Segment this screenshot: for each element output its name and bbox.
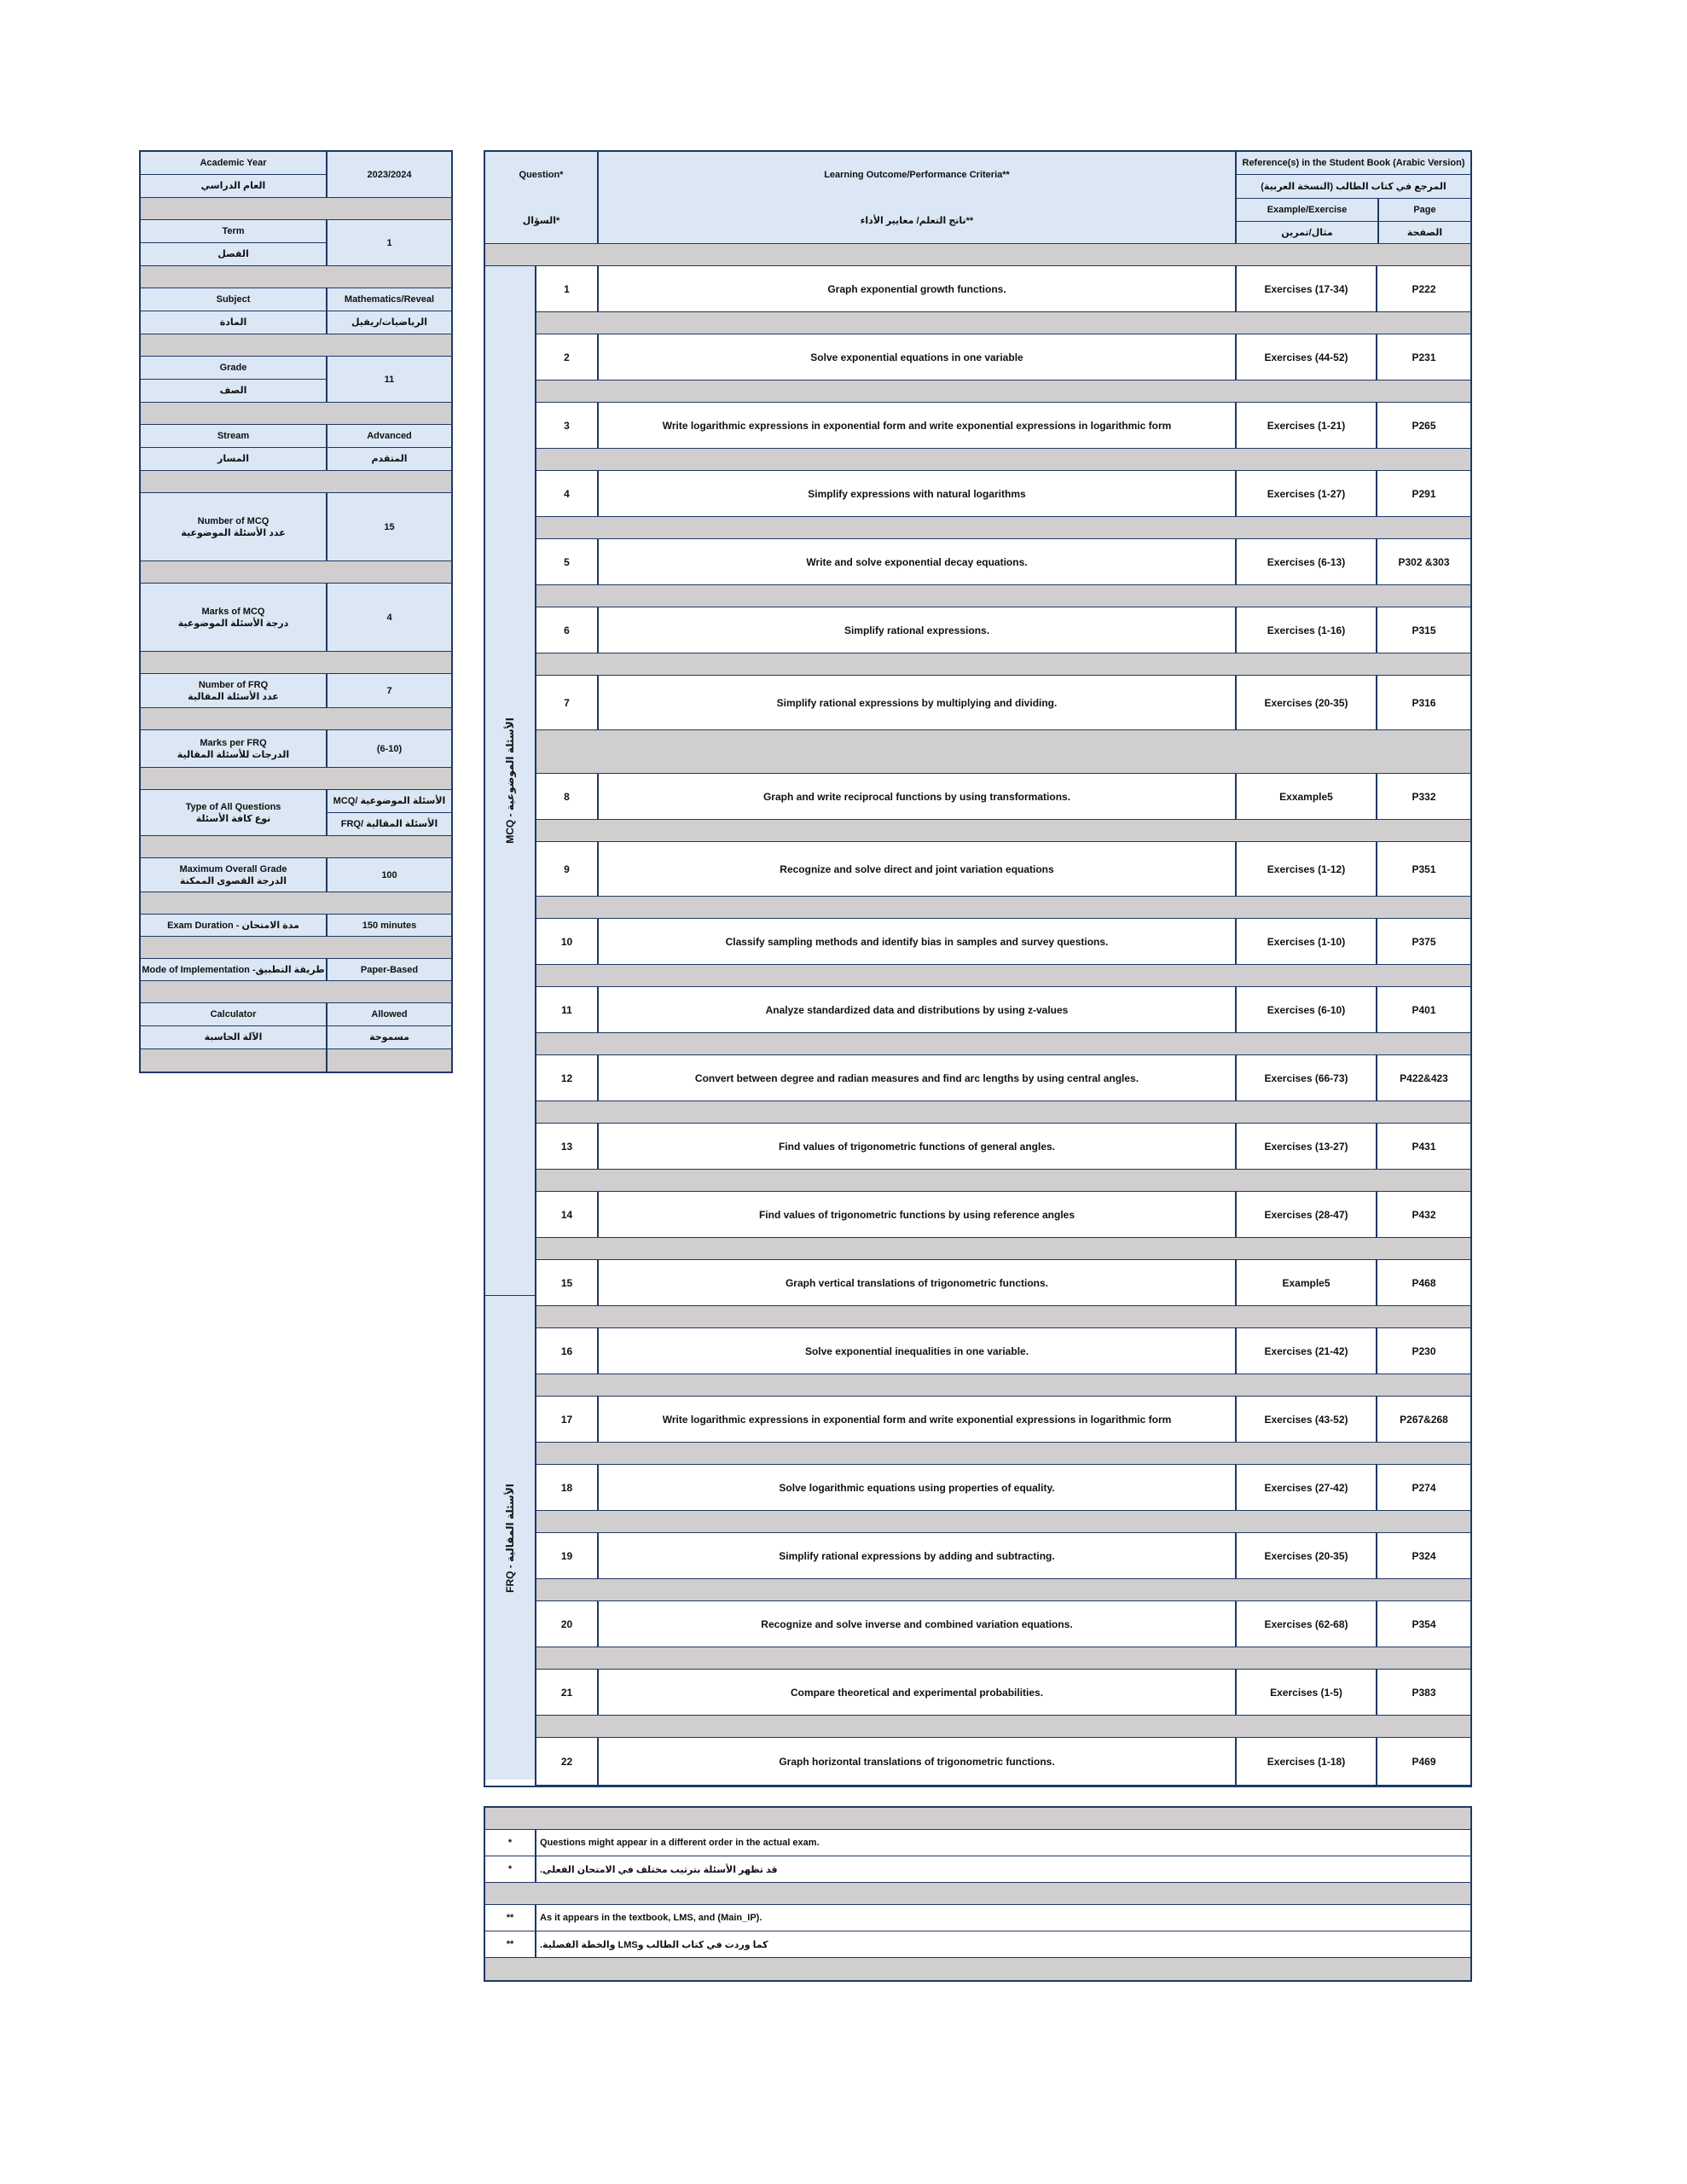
subject-value-ar: الرياضيات/ريفيل: [328, 311, 451, 334]
learning-outcome: Graph exponential growth functions.: [599, 266, 1237, 311]
frq-section: [485, 1295, 535, 1780]
spacer: [141, 403, 451, 425]
num-mcq-value: 15: [328, 493, 451, 561]
term-label-ar: الفصل: [141, 242, 326, 265]
table-row: [536, 1260, 1470, 1306]
question-number: 13: [536, 1124, 599, 1169]
question-type-row: [141, 790, 451, 836]
spacer: [141, 471, 451, 493]
example-exercise: Exercises (28-47): [1237, 1192, 1377, 1237]
spacer: [141, 981, 451, 1003]
marks-frq-label: Marks per FRQ: [200, 737, 267, 748]
learning-outcome: Find values of trigonometric functions by using reference angles: [599, 1192, 1237, 1237]
page-reference: P231: [1412, 351, 1436, 363]
note-text: Questions might appear in a different order in the actual exam.: [540, 1838, 820, 1848]
notes-spacer: [485, 1808, 1470, 1830]
page-reference: P422&423: [1400, 1072, 1448, 1084]
question-number: 2: [536, 334, 599, 380]
learning-outcome: Simplify rational expressions by adding and subtracting.: [599, 1533, 1237, 1578]
max-grade-label: Maximum Overall Grade: [179, 863, 287, 874]
stream-value-ar: المتقدم: [328, 447, 451, 470]
question-number: 6: [536, 607, 599, 653]
question-number: 3: [536, 403, 599, 448]
page-reference: P354: [1412, 1618, 1436, 1630]
row-spacer: [536, 449, 1470, 471]
max-grade-value: 100: [328, 858, 451, 892]
example-exercise: Exercises (20-35): [1237, 676, 1377, 729]
spacer: [141, 1049, 451, 1072]
note-text-ar: كما وردت في كتاب الطالب وLMS والخطة الفصلية.: [540, 1939, 768, 1950]
subject-label-ar: المادة: [141, 311, 326, 334]
page-reference: P332: [1412, 790, 1436, 803]
table-row: [536, 1192, 1470, 1238]
question-number: 14: [536, 1192, 599, 1237]
page-reference: P315: [1412, 624, 1436, 636]
table-row: [536, 1055, 1470, 1101]
stream-row: [141, 425, 451, 471]
spacer: [141, 836, 451, 858]
spacer: [141, 937, 451, 959]
example-exercise: Exercises (21-42): [1237, 1328, 1377, 1374]
max-grade-row: [141, 858, 451, 892]
row-spacer: [536, 1579, 1470, 1601]
page-reference: P401: [1412, 1003, 1436, 1016]
question-header: Question*: [519, 169, 564, 180]
question-rows: [536, 266, 1470, 1786]
row-spacer: [536, 897, 1470, 919]
example-header: Example/Exercise: [1267, 204, 1348, 215]
row-spacer: [536, 1716, 1470, 1738]
max-grade-label-ar: الدرجة القصوى الممكنة: [179, 875, 287, 886]
page-reference: P265: [1412, 419, 1436, 432]
row-spacer: [536, 965, 1470, 987]
reference-header-ar: المرجع في كتاب الطالب (النسخة العربية): [1237, 174, 1470, 198]
row-spacer: [536, 820, 1470, 842]
stream-label-ar: المسار: [141, 447, 326, 470]
table-row: [536, 919, 1470, 965]
questions-table: [484, 150, 1472, 1787]
reference-header: Reference(s) in the Student Book (Arabic Version): [1242, 158, 1465, 168]
question-number: 1: [536, 266, 599, 311]
row-spacer: [536, 1170, 1470, 1192]
spacer: [141, 334, 451, 357]
marks-mcq-label-ar: درجة الأسئلة الموضوعية: [177, 618, 289, 629]
calculator-row: [141, 1003, 451, 1049]
grade-value: 11: [328, 357, 451, 402]
learning-outcome: Find values of trigonometric functions of general angles.: [599, 1124, 1237, 1169]
row-spacer: [536, 1374, 1470, 1397]
question-number: 17: [536, 1397, 599, 1442]
example-exercise: Exercises (1-12): [1237, 842, 1377, 896]
subject-label: Subject: [216, 293, 251, 305]
example-exercise: Exercises (27-42): [1237, 1465, 1377, 1510]
learning-outcome: Solve exponential inequalities in one variable.: [599, 1328, 1237, 1374]
grade-label: Grade: [219, 362, 247, 373]
learning-outcome: Simplify expressions with natural logarithms: [599, 471, 1237, 516]
duration-label: Exam Duration - مدة الامتحان: [141, 915, 328, 936]
page-reference: P375: [1412, 935, 1436, 948]
frq-section-label: FRQ - الأسئلة المقالية: [504, 1483, 516, 1593]
row-spacer: [536, 1101, 1470, 1124]
example-exercise: Exercises (1-10): [1237, 919, 1377, 964]
page-reference: P274: [1412, 1481, 1436, 1494]
table-row: [536, 1124, 1470, 1170]
table-row: [536, 334, 1470, 380]
grade-row: [141, 357, 451, 403]
table-row: [536, 987, 1470, 1033]
mode-row: [141, 959, 451, 981]
example-exercise: Exercises (6-13): [1237, 539, 1377, 584]
table-row: [536, 266, 1470, 312]
table-row: [536, 1738, 1470, 1786]
learning-outcome: Classify sampling methods and identify bias in samples and survey questions.: [599, 919, 1237, 964]
spacer: [141, 652, 451, 674]
learning-outcome: Graph horizontal translations of trigonometric functions.: [599, 1738, 1237, 1785]
notes-spacer: [485, 1883, 1470, 1905]
page-reference: P222: [1412, 282, 1436, 295]
num-frq-label: Number of FRQ: [198, 679, 269, 690]
learning-outcome: Recognize and solve direct and joint variation equations: [599, 842, 1237, 896]
row-spacer: [536, 1647, 1470, 1670]
learning-outcome: Graph vertical translations of trigonometric functions.: [599, 1260, 1237, 1305]
num-mcq-label: Number of MCQ: [197, 515, 270, 526]
question-number: 10: [536, 919, 599, 964]
spacer: [141, 768, 451, 790]
table-row: [536, 1601, 1470, 1647]
notes-spacer: [485, 1958, 1470, 1980]
example-exercise: Exercises (20-35): [1237, 1533, 1377, 1578]
learning-outcome: Convert between degree and radian measures and find arc lengths by using central angles.: [599, 1055, 1237, 1101]
example-exercise: Exercises (1-5): [1237, 1670, 1377, 1715]
note-mark: *: [485, 1856, 536, 1882]
header-spacer: [485, 244, 1470, 266]
question-number: 18: [536, 1465, 599, 1510]
duration-value: 150 minutes: [328, 915, 451, 936]
example-exercise: Exxample5: [1237, 774, 1377, 819]
page-header-ar: الصفحة: [1379, 221, 1470, 244]
note-row: [485, 1931, 1470, 1958]
question-number: 5: [536, 539, 599, 584]
academic-year-label-ar: العام الدراسي: [141, 174, 326, 197]
num-frq-label-ar: عدد الأسئلة المقالية: [188, 691, 279, 702]
note-row: [485, 1905, 1470, 1931]
example-exercise: Exercises (1-27): [1237, 471, 1377, 516]
example-exercise: Exercises (6-10): [1237, 987, 1377, 1032]
page-reference: P324: [1412, 1549, 1436, 1562]
term-value: 1: [328, 220, 451, 265]
row-spacer: [536, 1238, 1470, 1260]
learning-outcome: Write logarithmic expressions in exponential form and write exponential expressions in logarithmic form: [599, 403, 1237, 448]
row-spacer: [536, 1443, 1470, 1465]
page-reference: P230: [1412, 1345, 1436, 1357]
example-exercise: Exercises (44-52): [1237, 334, 1377, 380]
table-row: [536, 607, 1470, 653]
mcq-section: [485, 266, 535, 1295]
page-reference: P383: [1412, 1686, 1436, 1699]
table-row: [536, 1533, 1470, 1579]
question-number: 21: [536, 1670, 599, 1715]
marks-frq-label-ar: الدرجات للأسئلة المقالية: [177, 749, 290, 760]
page-reference: P291: [1412, 487, 1436, 500]
stream-value: Advanced: [367, 430, 412, 441]
marks-mcq-label: Marks of MCQ: [201, 606, 265, 617]
table-row: [536, 774, 1470, 820]
note-mark: *: [485, 1830, 536, 1856]
page-reference: P431: [1412, 1140, 1436, 1153]
question-type-frq: FRQ/ الأسئلة المقالية: [328, 812, 451, 835]
question-type-label: Type of All Questions: [185, 801, 281, 812]
note-text: As it appears in the textbook, LMS, and (Main_IP).: [540, 1913, 762, 1923]
row-spacer: [536, 1306, 1470, 1328]
page-reference: P316: [1412, 696, 1436, 709]
note-mark: **: [485, 1931, 536, 1957]
duration-row: [141, 915, 451, 937]
learning-outcome: Simplify rational expressions.: [599, 607, 1237, 653]
table-header: [485, 152, 1470, 244]
page-reference: P469: [1412, 1755, 1436, 1768]
marks-frq-value: (6-10): [328, 730, 451, 767]
calculator-label-ar: الآلة الحاسبة: [141, 1025, 326, 1048]
page-header: Page: [1413, 204, 1436, 215]
question-number: 11: [536, 987, 599, 1032]
learning-outcome: Recognize and solve inverse and combined variation equations.: [599, 1601, 1237, 1647]
learning-outcome: Analyze standardized data and distributions by using z-values: [599, 987, 1237, 1032]
example-exercise: Exercises (1-18): [1237, 1738, 1377, 1785]
page-reference: P468: [1412, 1276, 1436, 1289]
subject-value: Mathematics/Reveal: [344, 293, 435, 305]
table-row: [536, 471, 1470, 517]
note-mark: **: [485, 1905, 536, 1931]
example-exercise: Exercises (62-68): [1237, 1601, 1377, 1647]
row-spacer: [536, 730, 1470, 774]
table-row: [536, 676, 1470, 730]
calculator-label: Calculator: [210, 1008, 257, 1019]
marks-mcq-row: [141, 584, 451, 652]
term-label: Term: [222, 225, 245, 236]
learning-outcome: Compare theoretical and experimental probabilities.: [599, 1670, 1237, 1715]
notes-table: [484, 1806, 1472, 1982]
table-row: [536, 1328, 1470, 1374]
question-number: 7: [536, 676, 599, 729]
mode-value: Paper-Based: [328, 959, 451, 980]
learning-outcome-header: Learning Outcome/Performance Criteria**: [824, 169, 1010, 180]
table-row: [536, 1397, 1470, 1443]
table-row: [536, 403, 1470, 449]
mode-label: Mode of Implementation -طريقة التطبيق: [141, 959, 328, 980]
row-spacer: [536, 1511, 1470, 1533]
question-number: 16: [536, 1328, 599, 1374]
row-spacer: [536, 312, 1470, 334]
page-reference: P432: [1412, 1208, 1436, 1221]
mcq-section-label: MCQ - الأسئلة الموضوعية: [504, 717, 517, 844]
table-row: [536, 539, 1470, 585]
question-number: 12: [536, 1055, 599, 1101]
question-type-mcq: MCQ/ الأسئلة الموضوعية: [333, 795, 446, 806]
example-exercise: Exercises (1-16): [1237, 607, 1377, 653]
row-spacer: [536, 1033, 1470, 1055]
grade-label-ar: الصف: [141, 379, 326, 402]
academic-year-value: 2023/2024: [328, 152, 451, 197]
page-reference: P302 &303: [1398, 555, 1450, 568]
table-row: [536, 1465, 1470, 1511]
exam-info-table: [139, 150, 453, 1073]
example-exercise: Exercises (13-27): [1237, 1124, 1377, 1169]
note-row: [485, 1830, 1470, 1856]
example-exercise: Exercises (1-21): [1237, 403, 1377, 448]
marks-frq-row: [141, 730, 451, 768]
subject-row: [141, 288, 451, 334]
num-frq-row: [141, 674, 451, 708]
example-exercise: Exercises (17-34): [1237, 266, 1377, 311]
row-spacer: [536, 585, 1470, 607]
question-number: 20: [536, 1601, 599, 1647]
num-frq-value: 7: [328, 674, 451, 707]
example-exercise: Exercises (43-52): [1237, 1397, 1377, 1442]
spacer: [141, 892, 451, 915]
question-number: 4: [536, 471, 599, 516]
spacer: [141, 266, 451, 288]
spacer: [141, 198, 451, 220]
row-spacer: [536, 653, 1470, 676]
note-row: [485, 1856, 1470, 1883]
question-type-label-ar: نوع كافة الأسئلة: [195, 813, 271, 824]
num-mcq-label-ar: عدد الأسئلة الموضوعية: [181, 527, 286, 538]
num-mcq-row: [141, 493, 451, 561]
term-row: [141, 220, 451, 266]
learning-outcome: Solve logarithmic equations using properties of equality.: [599, 1465, 1237, 1510]
academic-year-row: [141, 152, 451, 198]
row-spacer: [536, 380, 1470, 403]
calculator-value-ar: مسموحة: [328, 1025, 451, 1048]
learning-outcome: Solve exponential equations in one variable: [599, 334, 1237, 380]
academic-year-label: Academic Year: [200, 157, 267, 168]
table-row: [536, 1670, 1470, 1716]
question-header-ar: السؤال*: [522, 215, 560, 226]
learning-outcome: Graph and write reciprocal functions by using transformations.: [599, 774, 1237, 819]
learning-outcome: Write and solve exponential decay equations.: [599, 539, 1237, 584]
table-row: [536, 842, 1470, 897]
calculator-value: Allowed: [371, 1008, 408, 1019]
question-number: 22: [536, 1738, 599, 1785]
question-number: 8: [536, 774, 599, 819]
marks-mcq-value: 4: [328, 584, 451, 651]
note-text-ar: قد تظهر الأسئلة بترتيب مختلف في الامتحان الفعلي.: [540, 1864, 778, 1875]
spacer: [141, 561, 451, 584]
example-exercise: Exercises (66-73): [1237, 1055, 1377, 1101]
learning-outcome-header-ar: ناتج التعلم/ معايير الأداء**: [860, 215, 974, 226]
stream-label: Stream: [217, 430, 250, 441]
example-header-ar: مثال/تمرين: [1237, 221, 1377, 244]
page-reference: P267&268: [1400, 1413, 1448, 1426]
spacer: [141, 708, 451, 730]
question-number: 19: [536, 1533, 599, 1578]
question-number: 9: [536, 842, 599, 896]
row-spacer: [536, 517, 1470, 539]
question-number: 15: [536, 1260, 599, 1305]
example-exercise: Example5: [1237, 1260, 1377, 1305]
learning-outcome: Write logarithmic expressions in exponential form and write exponential expressions in logarithmic form: [599, 1397, 1237, 1442]
page-reference: P351: [1412, 863, 1436, 875]
learning-outcome: Simplify rational expressions by multiplying and dividing.: [599, 676, 1237, 729]
